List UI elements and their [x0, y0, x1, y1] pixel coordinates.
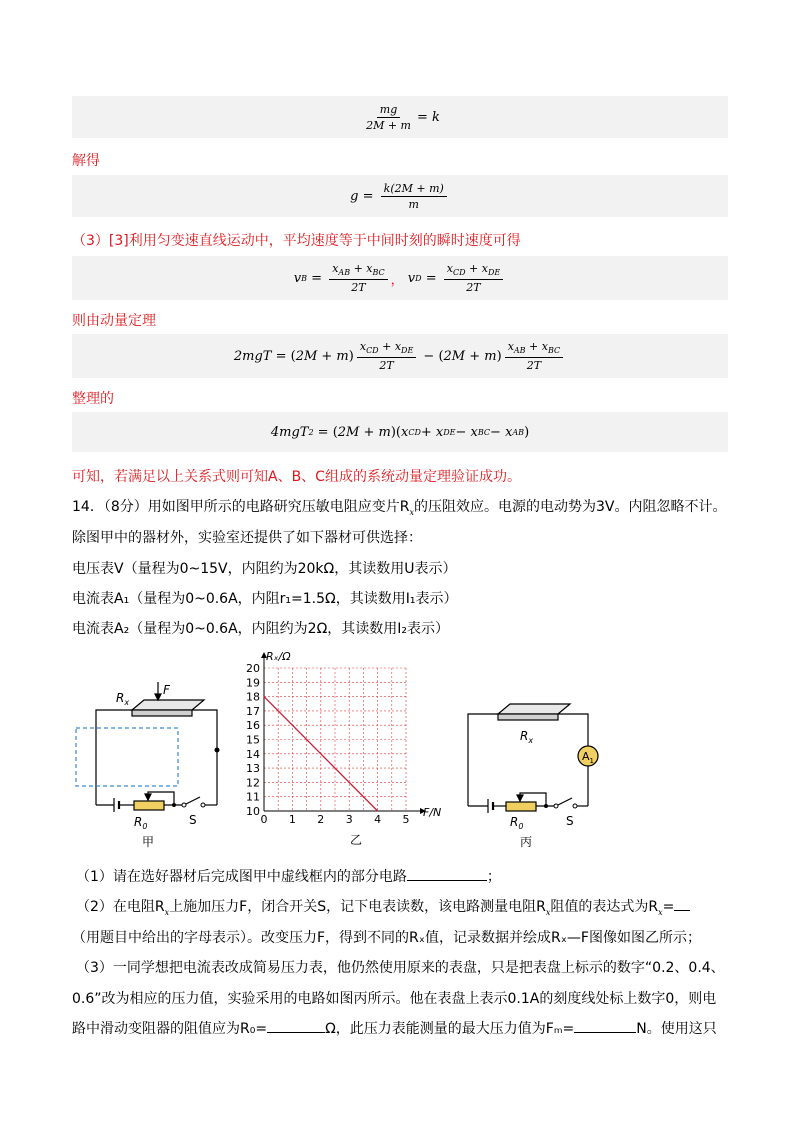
x-tick-label: 2 — [317, 813, 325, 826]
r0-label: $R_0$ — [510, 815, 524, 831]
chart-ticks — [246, 662, 410, 826]
y-tick-label: 13 — [246, 762, 260, 776]
conclusion-text: 可知，若满足以上关系式则可知A、B、C组成的系统动量定理验证成功。 — [72, 469, 521, 485]
q14-stem-line1: 14．（8分）用如图甲所示的电路研究压敏电阻应变片$R_x$的压阻效应。电源的电动势为3V。内阻忽略不计。 — [72, 499, 727, 517]
y-tick-label: 19 — [246, 676, 260, 690]
figure-yi-chart — [236, 646, 442, 856]
answer-blank-1[interactable] — [407, 880, 487, 881]
formula-box-4 — [72, 334, 728, 378]
y-tick-label: 20 — [246, 662, 260, 675]
figure-jia-circuit — [72, 680, 232, 850]
figure-bing-label: 丙 — [520, 835, 533, 849]
answer-blank-3[interactable] — [267, 1032, 325, 1033]
ammeter-a1-label: $A_1$ — [582, 750, 594, 765]
rx-label: $R_x$ — [116, 691, 130, 707]
q14-part3-line2: 0.6”改为相应的压力值，实验采用的电路如图丙所示。他在表盘上表示0.1A的刻度线处标上数字0，则电 — [72, 991, 717, 1007]
answer-blank-2[interactable] — [674, 910, 690, 911]
formula-box-1 — [72, 96, 728, 138]
formula-mg-over-2M-plus-m: $\frac{mg}{2M + m}$ = k — [366, 102, 440, 132]
q14-part1: （1）请在选好器材后完成图甲中虚线框内的部分电路 ； — [76, 869, 501, 885]
force-label: F — [163, 683, 170, 697]
step3-text: （3）[3]利用匀变速直线运动中，平均速度等于中间时刻的瞬时速度可得 — [72, 233, 521, 249]
y-tick-label: 16 — [246, 719, 260, 733]
y-tick-label: 10 — [246, 805, 260, 818]
q14-stem-line2: 除图甲中的器材外，实验室还提供了如下器材可供选择： — [72, 530, 422, 546]
chart-x-axis-label: F/N — [423, 806, 442, 819]
formula-box-2 — [72, 175, 728, 217]
q14-part3-line3: 路中滑动变阻器的阻值应为R₀= Ω，此压力表能测量的最大压力值为Fₘ= N。使用这只 — [72, 1021, 717, 1037]
y-tick-label: 12 — [246, 776, 260, 790]
x-tick-label: 4 — [374, 813, 382, 826]
formula-velocities: v B = $\frac{x_{AB} + x_{BC}}{2T}$ ， v D = $\frac{x_{CD} + x_{DE}}{2T}$ — [72, 256, 728, 300]
q14-part3-line1: （3）一同学想把电流表改成简易压力表，他仍然使用原来的表盘，只是把表盘上标示的数字“0.2、0.4、 — [76, 960, 725, 976]
rx-label: $R_x$ — [520, 729, 534, 745]
formula-momentum: 2mgT = ( 2M + m ) $\frac{x_{CD} + x_{DE}}{2T}$ − ( 2M + m ) $\frac{x_{AB} + x_{BC}}{2T}$ — [72, 334, 728, 378]
chart-axes — [261, 652, 426, 814]
x-tick-label: 5 — [402, 813, 410, 826]
y-tick-label: 15 — [246, 733, 260, 747]
figure-jia-label: 甲 — [142, 835, 155, 849]
solve-label: 解得 — [72, 153, 100, 169]
formula-box-5 — [72, 412, 728, 452]
q14-part2-line1: （2）在电阻$R_x$上施加压力F，闭合开关S，记下电表读数，该电路测量电阻$R_x$阻值的表达式为$R_x=$ — [76, 896, 690, 917]
y-tick-label: 11 — [246, 790, 260, 804]
momentum-label: 则由动量定理 — [72, 313, 156, 329]
q14-item-voltmeter: 电压表V（量程为0~15V，内阻约为20kΩ，其读数用U表示） — [72, 561, 457, 577]
switch-label: S — [566, 814, 574, 828]
x-tick-label: 0 — [260, 813, 268, 826]
answer-blank-4[interactable] — [574, 1032, 636, 1033]
q14-item-ammeter-a1: 电流表A₁（量程为0~0.6A，内阻r₁=1.5Ω，其读数用I₁表示） — [72, 591, 458, 607]
figure-yi-label: 乙 — [350, 833, 363, 847]
y-tick-label: 17 — [246, 704, 260, 718]
formula-g: g = $\frac{k(2M + m)}{m}$ — [72, 175, 728, 217]
r0-label: $R_0$ — [134, 815, 148, 831]
formula-final: 4mgT 2 = ( 2M + m )( x CD + x DE − x BC − x AB ) — [270, 424, 530, 440]
y-tick-label: 14 — [246, 747, 260, 761]
figure-bing-circuit — [460, 696, 610, 856]
q14-part2-line2: （用题目中给出的字母表示）。改变压力F，得到不同的Rₓ值，记录数据并绘成Rₓ—F图像如图乙所示； — [72, 930, 701, 946]
chart-grid — [264, 668, 406, 811]
chart-y-axis-label: Rₓ/Ω — [266, 650, 291, 663]
y-tick-label: 18 — [246, 690, 260, 704]
arrange-label: 整理的 — [72, 391, 114, 407]
formula-box-3 — [72, 256, 728, 300]
x-tick-label: 3 — [345, 813, 353, 826]
switch-label: S — [189, 813, 197, 827]
q14-item-ammeter-a2: 电流表A₂（量程为0~0.6A，内阻约为2Ω，其读数用I₂表示） — [72, 621, 450, 637]
x-tick-label: 1 — [288, 813, 296, 826]
